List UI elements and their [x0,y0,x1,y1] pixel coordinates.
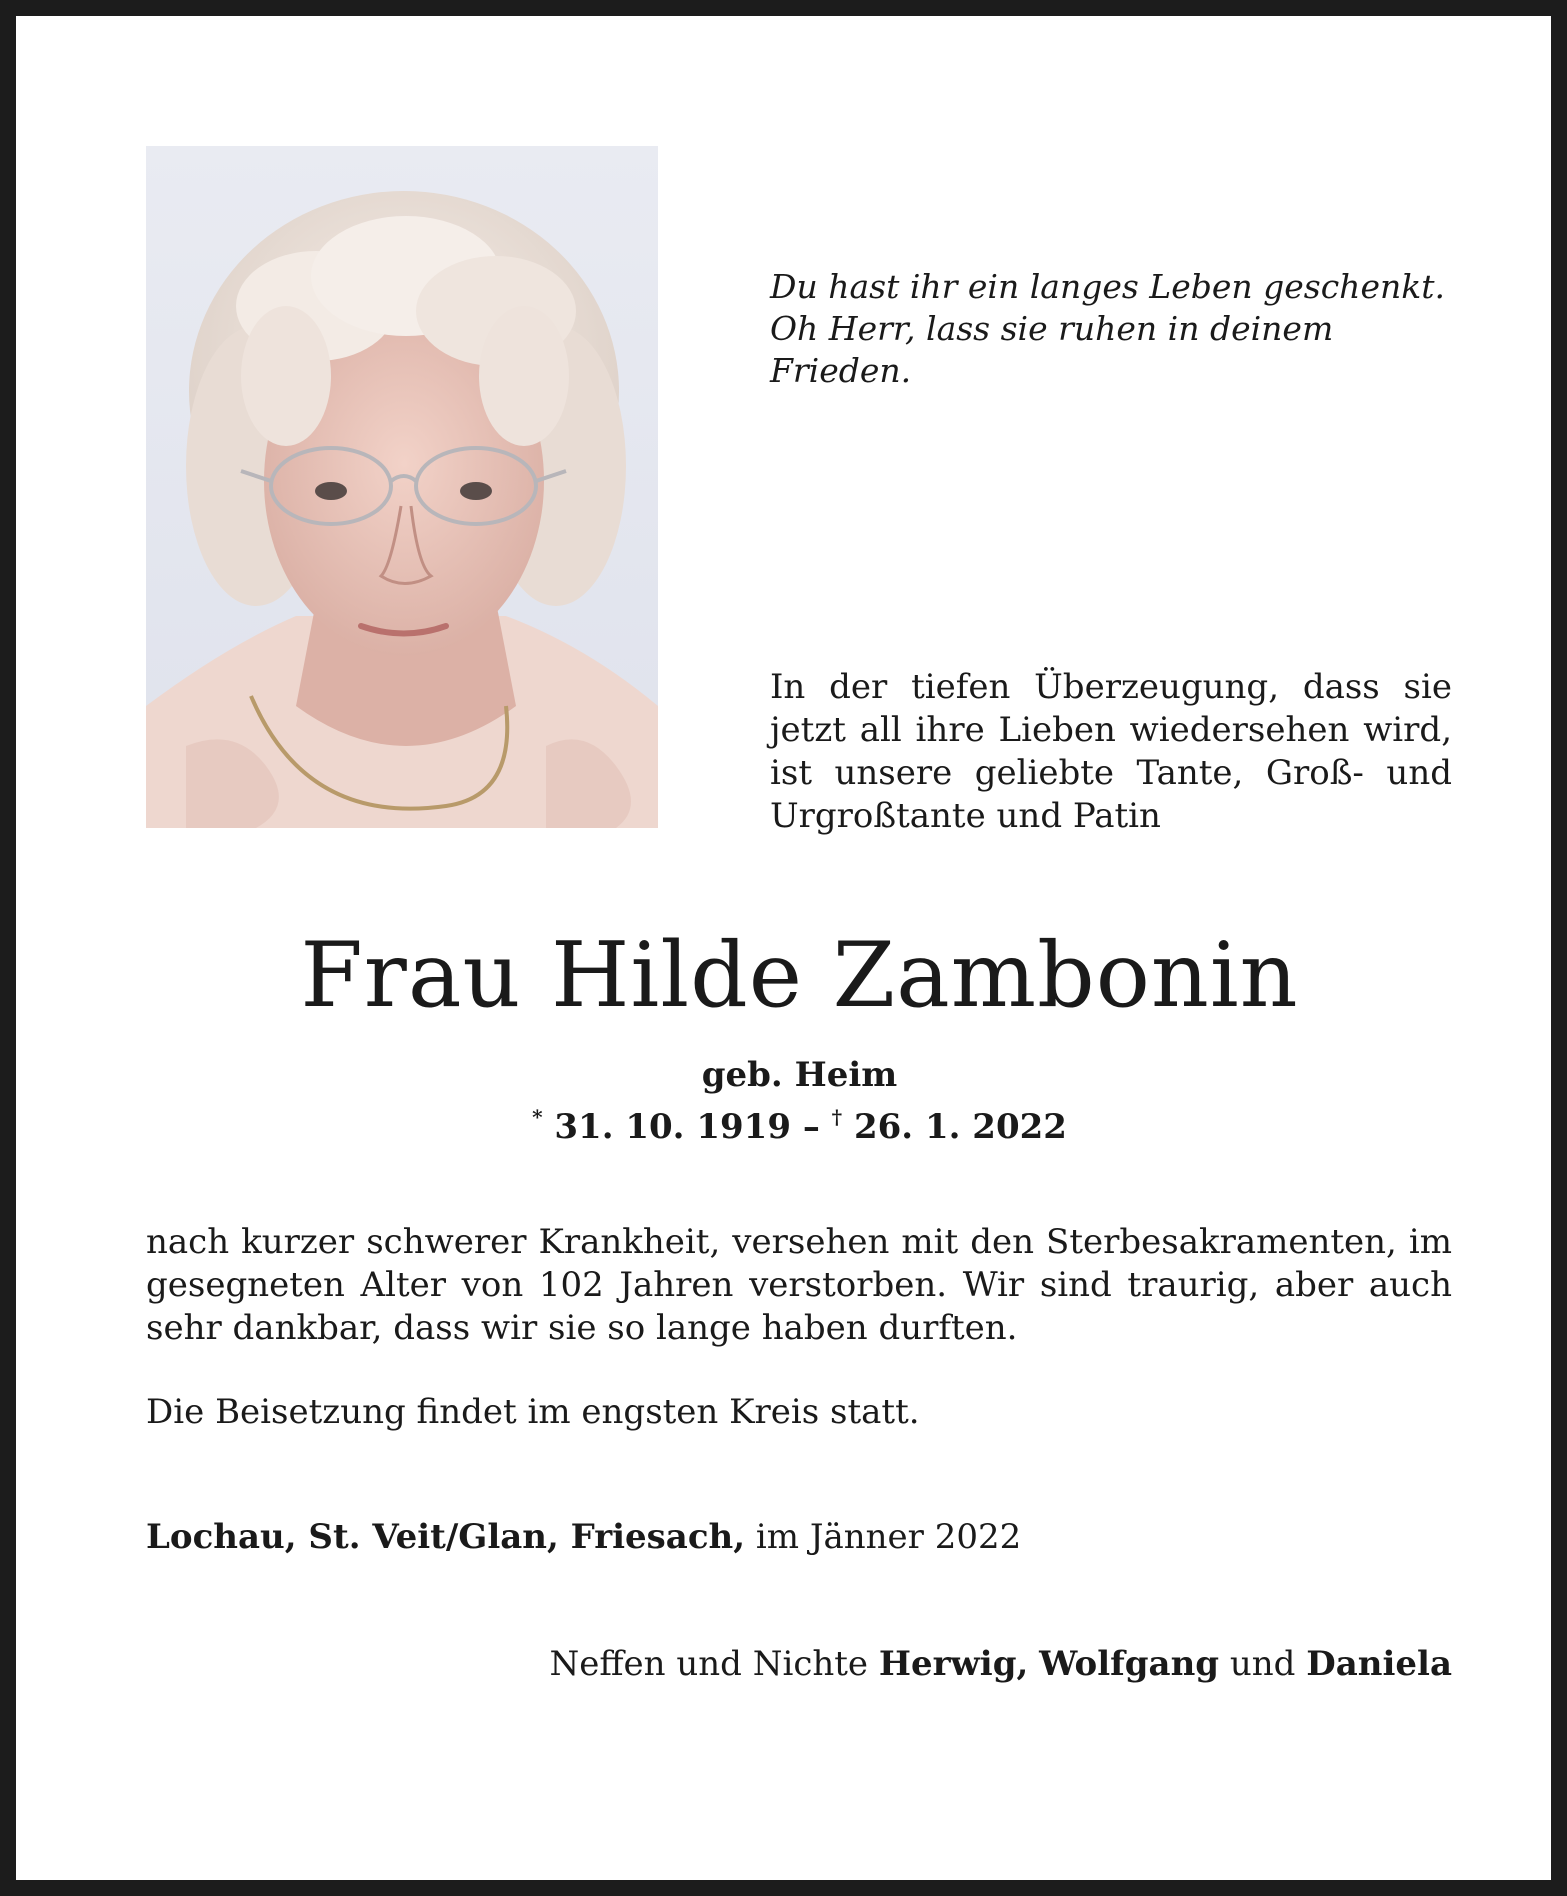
portrait-photo [146,146,658,828]
birth-date: 31. 10. 1919 [554,1107,791,1147]
notice-date: im Jänner 2022 [755,1517,1022,1557]
signoff-name-2: Wolfgang [1039,1644,1220,1684]
signoff [146,1643,1452,1686]
deceased-name: Frau Hilde Zambonin [300,923,1299,1028]
birth-name: geb. Heim [701,1055,898,1095]
life-dates [16,1096,1567,1148]
death-cross-symbol: † [831,1105,843,1129]
birth-star-symbol: * [532,1105,543,1129]
announcement-paragraph: nach kurzer schwerer Krankheit, versehen mit den Sterbesakramenten, im gesegneten Alter von 102 Jahren verstorben. Wir sind traurig, aber auch sehr dankbar, dass wir sie so lange haben durften. [146,1222,1452,1348]
signoff-name-3: Daniela [1306,1644,1452,1684]
verse-line-2: Oh Herr, lass sie ruhen in deinem Frieden. [770,309,1334,390]
locations: Lochau, St. Veit/Glan, Friesach, [146,1517,746,1557]
signoff-prefix: Neffen und Nichte [549,1644,869,1684]
funeral-notice: Die Beisetzung findet im engsten Kreis statt. [146,1392,920,1432]
date-dash: – [802,1107,820,1147]
bible-verse [770,266,1470,392]
portrait-illustration [146,146,658,828]
death-date: 26. 1. 2022 [853,1107,1067,1147]
verse-line-1: Du hast ihr ein langes Leben geschenkt. [770,267,1445,306]
intro-paragraph: In der tiefen Überzeugung, dass sie jetzt all ihre Lieben wiedersehen wird, ist unsere geliebte Tante, Groß- und Urgroßtante und Patin [770,667,1452,836]
signoff-name-1: Herwig, [878,1644,1029,1684]
signoff-connector: und [1229,1644,1296,1684]
place-and-date [146,1516,1452,1559]
